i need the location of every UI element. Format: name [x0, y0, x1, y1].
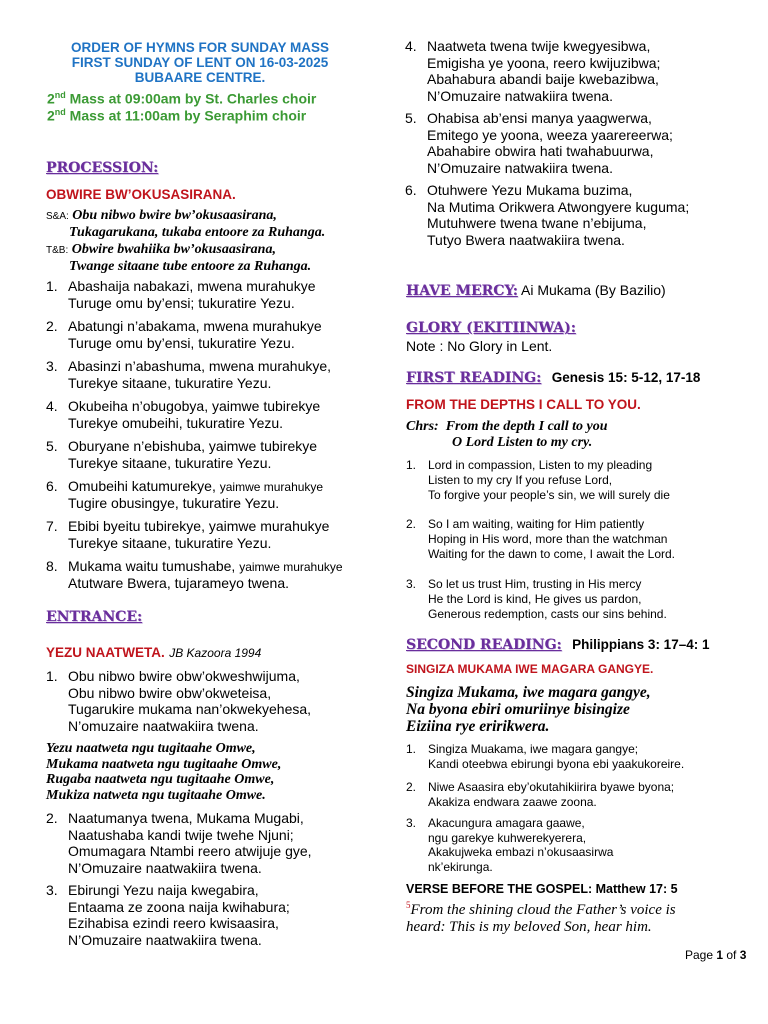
verse-line: Akakiza endwara zaawe zoona. [428, 794, 597, 809]
verse-line-1: Omubeihi katumurekye, yaimwe murahukye [68, 478, 324, 494]
entrance-composer: JB Kazoora 1994 [169, 646, 262, 660]
have-mercy-row [406, 282, 666, 300]
header-title-line2: FIRST SUNDAY OF LENT ON 16-03-2025 [71, 55, 329, 70]
procession-verse [46, 358, 391, 392]
entrance-hymn-title: YEZU NAATWETA. [46, 645, 165, 660]
have-mercy-heading: HAVE MERCY: [406, 283, 518, 299]
verse-line: Lord in compassion, Listen to my pleading [428, 458, 653, 472]
verse-line: Listen to my cry If you refuse Lord, [428, 473, 613, 487]
verse-line-1: Abashaija nabakazi, mwena murahukye [68, 278, 316, 294]
verse-line-2: Turekye omubeihi, tukuratire Yezu. [68, 414, 284, 431]
second-reading-hymn-title: SINGIZA MUKAMA IWE MAGARA GANGYE. [406, 662, 654, 676]
verse-number: 3. [406, 816, 417, 830]
verse-line-1: Mukama waitu tumushabe, yaimwe murahukye [68, 558, 343, 574]
verse-line-2: Turekye sitaane, tukuratire Yezu. [68, 374, 272, 391]
verse-number: 2. [406, 517, 417, 531]
verse-line: Singiza Muakama, iwe magara gangye; [428, 742, 639, 756]
verse-line: So let us trust Him, trusting in His mercy [428, 577, 642, 591]
entrance-hymn-title-row [46, 644, 261, 662]
verse-line-2: Tugire obusingye, tukuratire Yezu. [68, 494, 280, 511]
second-reading-row [406, 636, 709, 654]
second-reading-chorus: Singiza Mukama, iwe magara gangye, Na byona ebiri omuriinye bisingize Eiziina rye eririkwera. [406, 684, 651, 735]
verse-number: 4. [46, 398, 58, 414]
verse-number: 8. [46, 558, 58, 574]
procession-verse [46, 478, 391, 512]
verse-line-1: Abatungi n’abakama, mwena murahukye [68, 318, 322, 334]
have-mercy-text: Ai Mukama (By Bazilio) [517, 282, 666, 298]
entrance-verse-4: 4. Naatweta twena twije kwegyesibwa, Emigisha ye yoona, reero kwijuzibwa; Abahabura abandi baije kwebazibwa, N’Omuzaire natwakiira twena. [405, 38, 661, 104]
entrance-verse-3: 3. Ebirungi Yezu naija kwegabira, Entaama ze zoona naija kwihabura; Ezihabisa ezindi reero kwisaasira, N’Omuzaire naatwakiira twena. [46, 882, 290, 948]
verse-line: ngu garekye kuhwerekyerera, [428, 830, 587, 845]
verse-line-1-tail: yaimwe murahukye [239, 560, 343, 574]
verse-line-1-tail: yaimwe murahukye [219, 480, 324, 494]
verse-number: 3. [46, 358, 58, 374]
verse-line-1: Okubeiha n’obugobya, yaimwe tubirekye [68, 398, 321, 414]
verse-line-2: Turuge omu by’ensi; tukuratire Yezu. [68, 294, 295, 311]
first-reading-ref: Genesis 15: 5-12, 17-18 [551, 370, 701, 385]
verse-number: 2. [406, 780, 417, 794]
mass-schedule-1: 2nd Mass at 09:00am by St. Charles choir [47, 90, 317, 107]
entrance-verse-5: 5. Ohabisa ab’ensi manya yaagwerwa, Emitego ye yoona, weeza yaarereerwa; Abahabire obwira hati twahabuurwa, N’Omuzaire natwakiira twena. [405, 110, 673, 176]
procession-tb-lines: T&B: Obwire bwahiika bw’okusaasirana, Twange sitaane tube entoore za Ruhanga. [46, 242, 312, 274]
procession-verse [46, 438, 391, 472]
verse-line: To forgive your people’s sin, we will surely die [428, 488, 670, 502]
verse-line: Hoping in His word, more than the watchman [428, 532, 668, 546]
verse-line-2: Turekye sitaane, tukuratire Yezu. [68, 534, 272, 551]
gospel-verse-text: $^5$From the shining cloud the Father’s voice is heard: This is my beloved Son, hear him. [406, 900, 676, 935]
second-reading-ref: Philippians 3: 17–4: 1 [572, 637, 710, 652]
verse-number: 3. [406, 577, 417, 591]
verse-line-1: Abasinzi n’abashuma, mwena murahukye, [68, 358, 332, 374]
page-footer: Page 1 of 3 [685, 948, 747, 962]
verse-line-2: Turuge omu by’ensi, tukuratire Yezu. [68, 334, 295, 351]
verse-line: Generous redemption, casts our sins behind. [428, 607, 667, 621]
verse-number: 1. [406, 458, 417, 472]
header-title-line1: ORDER OF HYMNS FOR SUNDAY MASS [70, 40, 330, 55]
procession-verse [46, 278, 391, 312]
entrance-verse-6: 6. Otuhwere Yezu Mukama buzima, Na Mutima Orikwera Atwongyere kuguma; Mutuhwere twena twane n’ebijuma, Tutyo Bwera naatwakiira twena. [405, 182, 690, 248]
verse-line: He the Lord is kind, He gives us pardon, [428, 592, 642, 606]
first-reading-row [406, 369, 700, 387]
procession-verse [46, 318, 391, 352]
verse-line: nk’ekirunga. [428, 859, 493, 874]
first-reading-chorus: Chrs: From the depth I call to you O Lord Listen to my cry. [406, 419, 608, 450]
first-reading-hymn-title: FROM THE DEPTHS I CALL TO YOU. [406, 397, 641, 412]
procession-heading: PROCESSION: [46, 160, 159, 176]
mass-schedule-2: 2nd Mass at 11:00am by Seraphim choir [47, 107, 307, 124]
verse-number: 7. [46, 518, 58, 534]
verse-number: 2. [46, 318, 58, 334]
procession-verse [46, 398, 391, 432]
verse-line-2: Turekye sitaane, tukuratire Yezu. [68, 454, 272, 471]
verse-line: Akacungura amagara gaawe, [428, 816, 585, 830]
verse-line: Waiting for the dawn to come, I await the Lord. [428, 547, 676, 561]
verse-line-1: Ebibi byeitu tubirekye, yaimwe murahukye [68, 518, 330, 534]
verse-line-2: Atutware Bwera, tujarameyo twena. [68, 574, 289, 591]
entrance-chorus: Yezu naatweta ngu tugitaahe Omwe, Mukama naatweta ngu tugitaahe Omwe, Rugaba naatweta ngu tugitaahe Omwe, Mukiza natweta ngu tugitaahe Omwe. [46, 741, 282, 803]
procession-verse [46, 558, 391, 592]
verse-line-1: Oburyane n’ebishuba, yaimwe tubirekye [68, 438, 318, 454]
entrance-verse-2: 2. Naatumanya twena, Mukama Mugabi, Naatushaba kandi twije twehe Njuni; Omumagara Ntambi reero atwijuje gye, N’Omuzaire naatwakiira twena. [46, 810, 312, 876]
verse-number: 6. [46, 478, 58, 494]
verse-line: Akakujweka embazi n’okusaasirwa [428, 845, 614, 859]
glory-note: Note : No Glory in Lent. [406, 338, 553, 354]
verse-line: Kandi oteebwa ebirungi byona ebi yaakukoreire. [428, 756, 685, 771]
verse-number: 1. [46, 278, 58, 294]
procession-sa-lines: S&A: Obu nibwo bwire bw’okusaasirana, Tukagarukana, tukaba entoore za Ruhanga. [46, 208, 326, 240]
second-reading-heading: SECOND READING: [406, 637, 562, 653]
gospel-verse-heading: VERSE BEFORE THE GOSPEL: Matthew 17: 5 [406, 882, 678, 896]
verse-number: 5. [46, 438, 58, 454]
procession-verse [46, 518, 391, 552]
header-title-line3: BUBAARE CENTRE. [134, 70, 266, 85]
entrance-heading: ENTRANCE: [46, 609, 143, 625]
entrance-verse-1: 1. Obu nibwo bwire obw’okweshwijuma, Obu nibwo bwire obw’okweteisa, Tugarukire mukama nan’okwekyehesa, N’omuzaire naatwakiira twena. [46, 668, 312, 734]
procession-hymn-title: OBWIRE BW’OKUSASIRANA. [46, 187, 236, 202]
glory-heading: GLORY (EKITIINWA): [406, 320, 576, 336]
first-reading-heading: FIRST READING: [406, 370, 542, 386]
verse-number: 1. [406, 742, 417, 756]
verse-marker: 5 [406, 900, 411, 910]
verse-line: So I am waiting, waiting for Him patiently [428, 517, 645, 531]
verse-line: Niwe Asaasira eby’okutahikiirira byawe byona; [428, 780, 675, 794]
